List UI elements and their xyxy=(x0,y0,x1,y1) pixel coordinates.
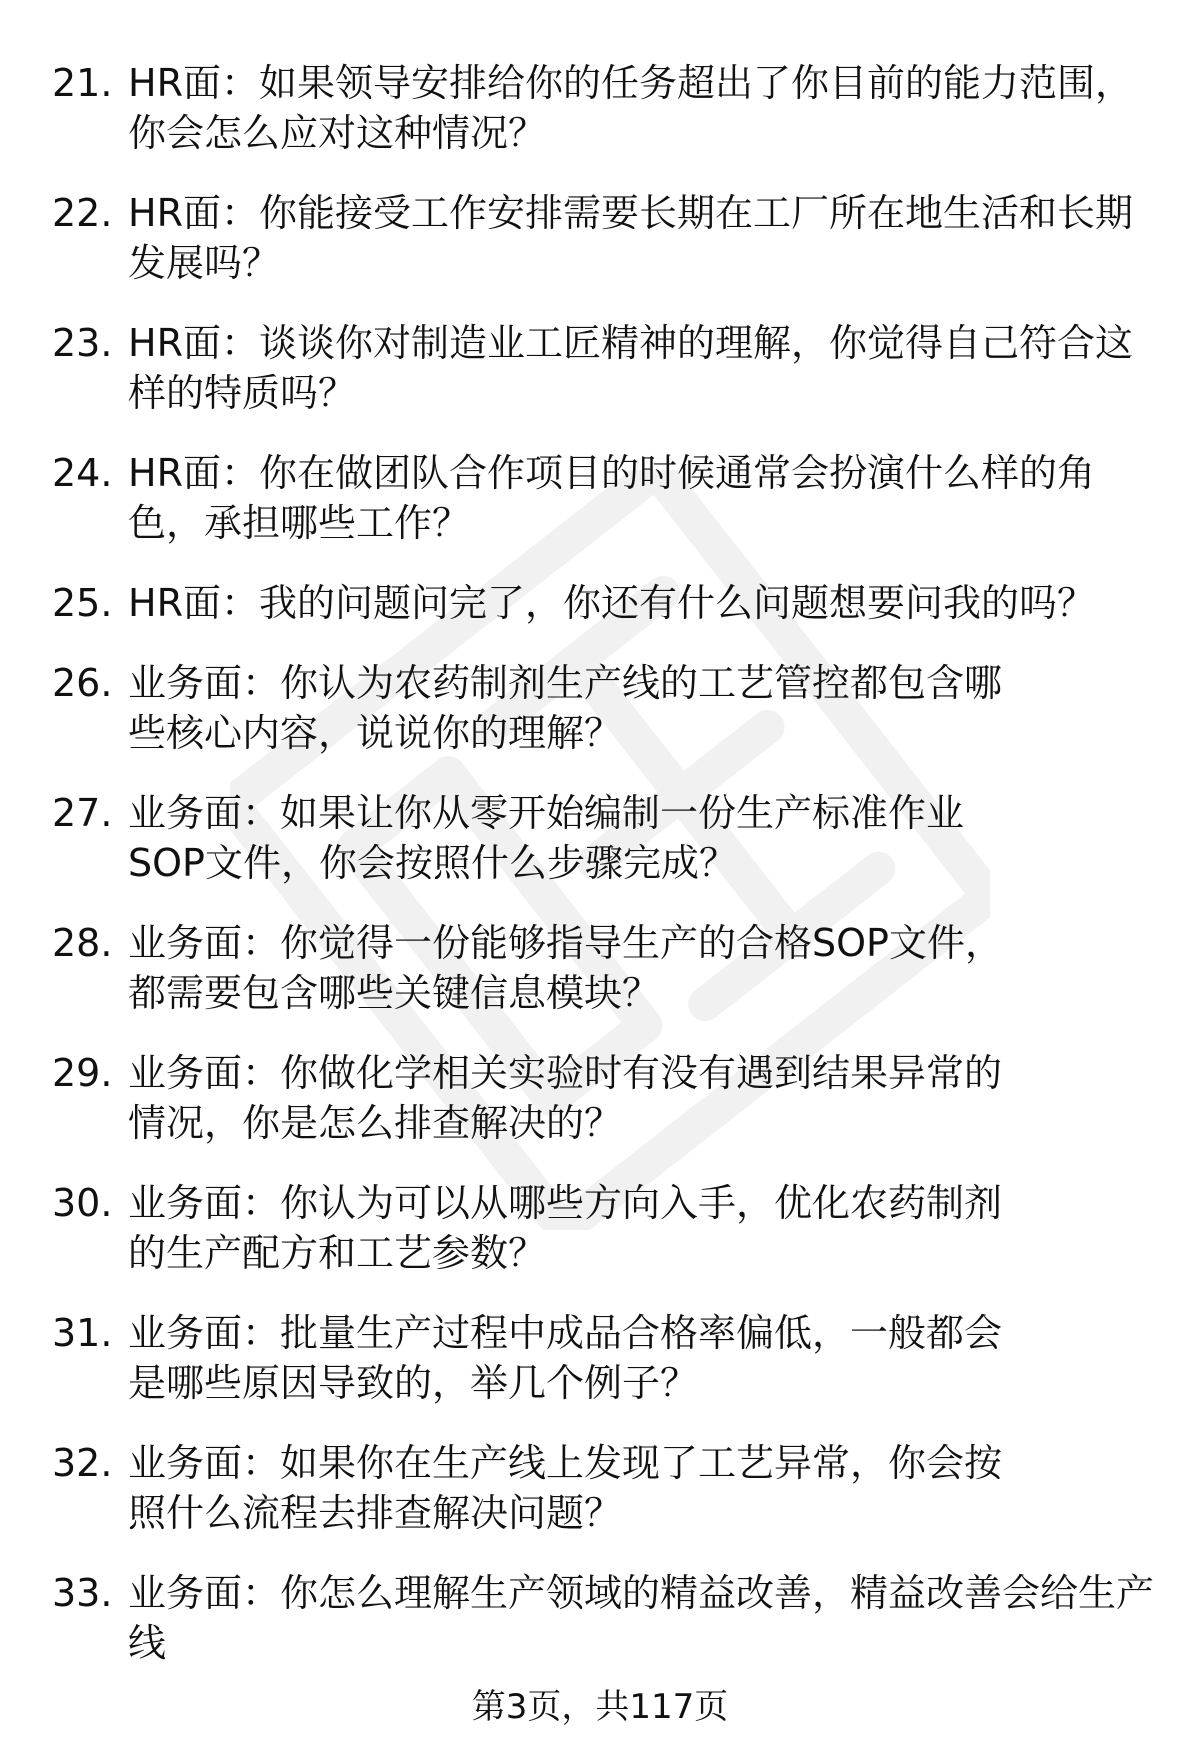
question-number: 30. xyxy=(52,1181,113,1225)
question-text: 业务面：你觉得一份能够指导生产的合格SOP文件，都需要包含哪些关键信息模块？ xyxy=(128,921,1003,1015)
question-number: 28. xyxy=(52,921,113,965)
question-number: 29. xyxy=(52,1051,113,1095)
question-number: 31. xyxy=(52,1311,113,1355)
question-item xyxy=(0,188,1200,318)
question-text: 业务面：你做化学相关实验时有没有遇到结果异常的情况，你是怎么排查解决的？ xyxy=(128,1051,1003,1145)
question-text: 业务面：你怎么理解生产领域的精益改善，精益改善会给生产线 xyxy=(128,1571,1155,1665)
question-text: HR面：你在做团队合作项目的时候通常会扮演什么样的角色，承担哪些工作？ xyxy=(128,451,1095,545)
question-item xyxy=(0,448,1200,578)
question-item xyxy=(0,578,1200,658)
question-number: 25. xyxy=(52,581,113,625)
question-text: HR面：你能接受工作安排需要长期在工厂所在地生活和长期发展吗？ xyxy=(128,191,1133,285)
question-item xyxy=(0,1178,1200,1308)
question-number: 23. xyxy=(52,321,113,365)
question-number: 22. xyxy=(52,191,113,235)
question-item xyxy=(0,318,1200,448)
question-item xyxy=(0,1048,1200,1178)
question-text: HR面：谈谈你对制造业工匠精神的理解，你觉得自己符合这样的特质吗？ xyxy=(128,321,1133,415)
question-text: 业务面：你认为可以从哪些方向入手，优化农药制剂的生产配方和工艺参数？ xyxy=(128,1181,1003,1275)
page-footer: 第3页，共117页 xyxy=(471,1687,729,1727)
question-item xyxy=(0,918,1200,1048)
question-number: 27. xyxy=(52,791,113,835)
question-item xyxy=(0,1568,1200,1665)
question-number: 26. xyxy=(52,661,113,705)
question-text: 业务面：批量生产过程中成品合格率偏低，一般都会是哪些原因导致的，举几个例子？ xyxy=(128,1311,1003,1405)
question-item xyxy=(0,658,1200,788)
question-number: 33. xyxy=(52,1571,113,1615)
question-text: HR面：如果领导安排给你的任务超出了你目前的能力范围，你会怎么应对这种情况？ xyxy=(128,61,1133,155)
question-number: 21. xyxy=(52,61,113,105)
question-item xyxy=(0,1438,1200,1568)
question-text: 业务面：如果你在生产线上发现了工艺异常，你会按照什么流程去排查解决问题？ xyxy=(128,1441,1003,1535)
question-number: 32. xyxy=(52,1441,113,1485)
question-number: 24. xyxy=(52,451,113,495)
question-item xyxy=(0,58,1200,188)
question-text: HR面：我的问题问完了，你还有什么问题想要问我的吗？ xyxy=(128,581,1095,625)
question-list xyxy=(0,58,1200,1665)
question-text: 业务面：如果让你从零开始编制一份生产标准作业SOP文件，你会按照什么步骤完成？ xyxy=(128,791,965,885)
question-text: 业务面：你认为农药制剂生产线的工艺管控都包含哪些核心内容，说说你的理解？ xyxy=(128,661,1003,755)
question-item xyxy=(0,788,1200,918)
question-item xyxy=(0,1308,1200,1438)
